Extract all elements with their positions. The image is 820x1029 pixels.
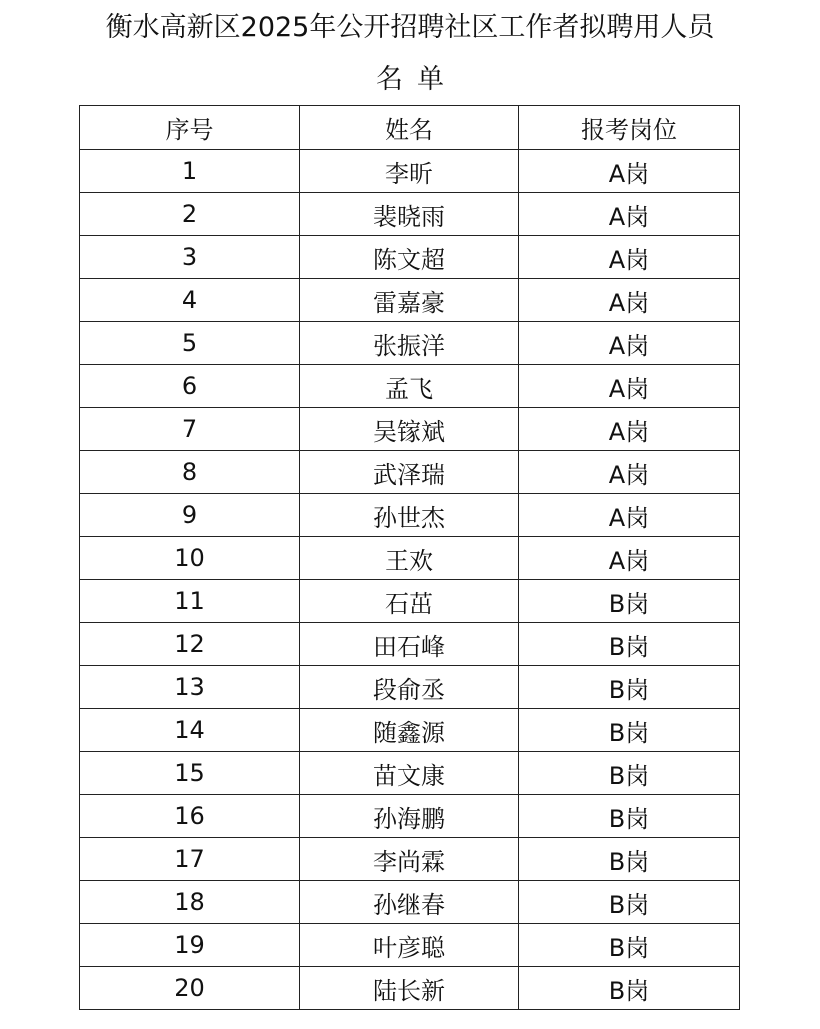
position-cell: A岗 xyxy=(519,494,740,537)
name-cell: 孙世杰 xyxy=(300,494,519,537)
position-cell: B岗 xyxy=(519,881,740,924)
table-row xyxy=(80,193,740,236)
serial-cell: 12 xyxy=(80,623,300,666)
position-cell: B岗 xyxy=(519,838,740,881)
position-cell: A岗 xyxy=(519,537,740,580)
name-cell: 裴晓雨 xyxy=(300,193,519,236)
name-cell: 李昕 xyxy=(300,150,519,193)
document-title: 衡水高新区2025年公开招聘社区工作者拟聘用人员 xyxy=(105,12,715,43)
name-cell: 随鑫源 xyxy=(300,709,519,752)
hire-list-table xyxy=(79,105,740,1010)
name-cell: 张振洋 xyxy=(300,322,519,365)
table-header-row xyxy=(80,106,740,150)
serial-cell: 11 xyxy=(80,580,300,623)
name-cell: 叶彦聪 xyxy=(300,924,519,967)
name-cell: 孙继春 xyxy=(300,881,519,924)
serial-cell: 5 xyxy=(80,322,300,365)
table-row xyxy=(80,451,740,494)
name-cell: 苗文康 xyxy=(300,752,519,795)
serial-cell: 18 xyxy=(80,881,300,924)
table-row xyxy=(80,967,740,1010)
document-subtitle: 名单 xyxy=(376,64,458,95)
position-cell: A岗 xyxy=(519,236,740,279)
name-cell: 孟飞 xyxy=(300,365,519,408)
name-cell: 孙海鹏 xyxy=(300,795,519,838)
table-row xyxy=(80,580,740,623)
table-row xyxy=(80,150,740,193)
table-row xyxy=(80,236,740,279)
serial-cell: 2 xyxy=(80,193,300,236)
column-header-position: 报考岗位 xyxy=(519,106,740,150)
position-cell: B岗 xyxy=(519,924,740,967)
table-row xyxy=(80,408,740,451)
serial-cell: 8 xyxy=(80,451,300,494)
column-header-serial: 序号 xyxy=(80,106,300,150)
serial-cell: 20 xyxy=(80,967,300,1010)
serial-cell: 7 xyxy=(80,408,300,451)
serial-cell: 15 xyxy=(80,752,300,795)
serial-cell: 3 xyxy=(80,236,300,279)
serial-cell: 1 xyxy=(80,150,300,193)
serial-cell: 6 xyxy=(80,365,300,408)
position-cell: A岗 xyxy=(519,193,740,236)
table-row xyxy=(80,709,740,752)
name-cell: 陆长新 xyxy=(300,967,519,1010)
position-cell: A岗 xyxy=(519,150,740,193)
table-row xyxy=(80,666,740,709)
table-row xyxy=(80,537,740,580)
serial-cell: 19 xyxy=(80,924,300,967)
table-row xyxy=(80,365,740,408)
name-cell: 段俞丞 xyxy=(300,666,519,709)
table-row xyxy=(80,752,740,795)
table-body xyxy=(80,150,740,1010)
column-header-name: 姓名 xyxy=(300,106,519,150)
table-row xyxy=(80,623,740,666)
position-cell: A岗 xyxy=(519,322,740,365)
name-cell: 武泽瑞 xyxy=(300,451,519,494)
position-cell: B岗 xyxy=(519,623,740,666)
serial-cell: 4 xyxy=(80,279,300,322)
serial-cell: 17 xyxy=(80,838,300,881)
serial-cell: 9 xyxy=(80,494,300,537)
position-cell: B岗 xyxy=(519,709,740,752)
position-cell: B岗 xyxy=(519,752,740,795)
serial-cell: 14 xyxy=(80,709,300,752)
table-row xyxy=(80,838,740,881)
serial-cell: 16 xyxy=(80,795,300,838)
table-row xyxy=(80,494,740,537)
position-cell: A岗 xyxy=(519,451,740,494)
serial-cell: 13 xyxy=(80,666,300,709)
name-cell: 田石峰 xyxy=(300,623,519,666)
position-cell: B岗 xyxy=(519,795,740,838)
position-cell: B岗 xyxy=(519,580,740,623)
table-row xyxy=(80,924,740,967)
name-cell: 雷嘉豪 xyxy=(300,279,519,322)
name-cell: 石茁 xyxy=(300,580,519,623)
name-cell: 王欢 xyxy=(300,537,519,580)
table-row xyxy=(80,322,740,365)
position-cell: B岗 xyxy=(519,967,740,1010)
name-cell: 李尚霖 xyxy=(300,838,519,881)
name-cell: 吴镓斌 xyxy=(300,408,519,451)
position-cell: B岗 xyxy=(519,666,740,709)
table-row xyxy=(80,279,740,322)
serial-cell: 10 xyxy=(80,537,300,580)
name-cell: 陈文超 xyxy=(300,236,519,279)
table-row xyxy=(80,881,740,924)
position-cell: A岗 xyxy=(519,279,740,322)
position-cell: A岗 xyxy=(519,408,740,451)
position-cell: A岗 xyxy=(519,365,740,408)
table-row xyxy=(80,795,740,838)
